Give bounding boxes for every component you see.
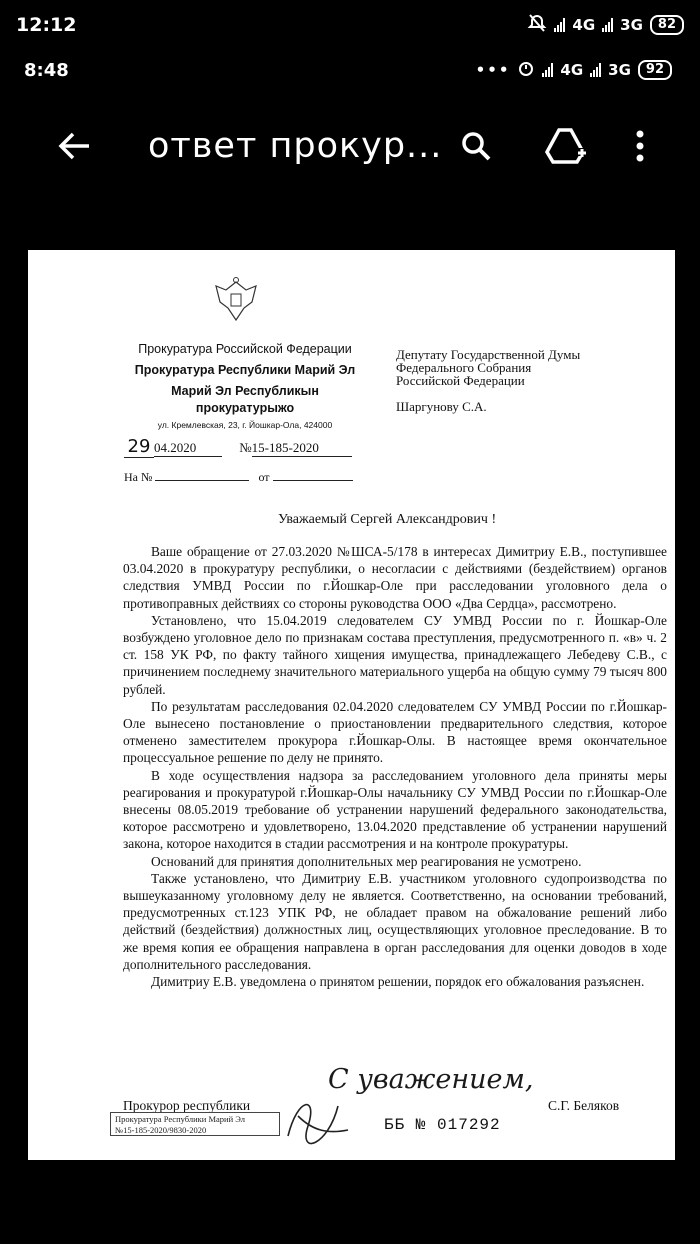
signal-icon xyxy=(554,18,565,32)
org-address: ул. Кремлевская, 23, г. Йошкар-Ола, 424000 xyxy=(157,420,333,430)
org-line-2: Прокуратура Республики Марий Эл xyxy=(134,363,356,377)
document-page xyxy=(28,250,675,1160)
salutation: Уважаемый Сергей Александрович ! xyxy=(278,512,497,527)
recipient-name: Шаргунову С.А. xyxy=(396,399,487,414)
status-time: 12:12 xyxy=(16,14,77,36)
alarm-clock-icon xyxy=(517,59,535,81)
reply-row xyxy=(124,470,353,485)
recipient-line-2: Федерального Собрания xyxy=(396,360,532,375)
paragraph-1: Ваше обращение от 27.03.2020 №ШСА-5/178 в интересах Димитриу Е.В., поступившее 03.04.2020 в прокуратуру республики, о несогласии с действиями (бездействием) органов следствия УМВД России по г.Йошкар-Оле при расследовании уголовного дела о противоправных действиях со стороны руководства ООО «Два Сердца», рассмотрено. xyxy=(123,544,667,611)
date-printed: 04.2020 xyxy=(154,440,222,457)
inner-network-1-label: 4G xyxy=(560,61,584,79)
network-1-label: 4G xyxy=(572,16,596,34)
recipient-line-1: Депутату Государственной Думы xyxy=(396,347,581,362)
inner-battery-indicator: 92 xyxy=(638,60,672,80)
signer-title: Прокурор республики xyxy=(123,1098,251,1113)
org-line-4: прокуратурыжо xyxy=(195,401,295,415)
paragraph-3: По результатам расследования 02.04.2020 следователем СУ УМВД России по г.Йошкар-Оле вынесено постановление о приостановлении предварительного следствия, которое отменено заместителем прокурора г.Йошкар-Олы. В настоящее время окончательное процессуальное решение по делу не принято. xyxy=(123,698,667,766)
date-row: 29 04.2020 №15-185-2020 xyxy=(124,436,352,458)
date-handwritten: 29 xyxy=(124,436,154,458)
alarm-off-icon xyxy=(527,13,547,37)
inner-status-time: 8:48 xyxy=(24,59,69,81)
more-options-button[interactable] xyxy=(620,118,660,174)
status-bar xyxy=(0,0,700,50)
signal-icon-2 xyxy=(602,18,613,32)
coat-of-arms-icon xyxy=(208,276,264,324)
search-icon xyxy=(460,130,492,162)
handwritten-note: С уважением, xyxy=(328,1064,534,1095)
signature-icon xyxy=(278,1086,358,1150)
inner-status-icons xyxy=(476,59,672,81)
signer-name: С.Г. Беляков xyxy=(548,1098,620,1113)
app-toolbar xyxy=(0,100,700,196)
back-button[interactable] xyxy=(46,118,102,174)
inner-signal-icon-2 xyxy=(590,63,601,77)
add-to-drive-button[interactable] xyxy=(538,118,594,174)
org-line-3: Марий Эл Республикын xyxy=(171,384,319,398)
search-button[interactable] xyxy=(448,118,504,174)
registration-stamp xyxy=(110,1112,280,1136)
paragraph-5: Оснований для принятия дополнительных мер реагирования не усмотрено. xyxy=(151,853,582,869)
doc-number: 15-185-2020 xyxy=(252,440,352,457)
stamp-line-2: №15-185-2020/9830-2020 xyxy=(115,1125,207,1135)
battery-indicator: 82 xyxy=(650,15,684,35)
reply-to-label: На № xyxy=(124,470,153,484)
recipient-line-3: Российской Федерации xyxy=(396,373,525,388)
org-line-1: Прокуратура Российской Федерации xyxy=(138,342,352,356)
inner-network-2-label: 3G xyxy=(608,61,631,79)
status-icons xyxy=(527,13,684,37)
network-2-label: 3G xyxy=(620,16,643,34)
more-vert-icon xyxy=(636,130,644,162)
reply-from-label: от xyxy=(258,470,270,484)
back-arrow-icon xyxy=(57,131,91,161)
paragraph-4: В ходе осуществления надзора за расследованием уголовного дела приняты меры реагирования и прокуратурой г.Йошкар-Олы начальнику СУ УМВД России по г.Йошкар-Оле внесены 08.05.2019 требование об устранении нарушений федерального законодательства, которое рассмотрено и удовлетворено, 13.04.2020 представление об устранении нарушений закона, которое находится в стадии рассмотрения и на контроле прокуратуры. xyxy=(123,767,667,852)
more-dots-icon: ••• xyxy=(475,61,511,79)
add-to-drive-icon xyxy=(545,128,587,164)
stamp-line-1: Прокуратура Республики Марий Эл xyxy=(115,1114,246,1124)
letter-body xyxy=(123,543,667,990)
document-title: ответ прокур... xyxy=(148,126,443,166)
serial-number: ББ № 017292 xyxy=(384,1116,501,1134)
inner-signal-icon xyxy=(542,63,553,77)
paragraph-2: Установлено, что 15.04.2019 следователем СУ УМВД России по г. Йошкар-Оле возбуждено уголовное дело по признакам состава преступления, предусмотренного п. «в» ч. 2 ст. 158 УК РФ, по факту тайного хищения имущества, принадлежащего Лебедеву С.В., с причинением последнему значительного материального ущерба на общую сумму 79 тысяч 800 рублей. xyxy=(123,612,667,697)
inner-status-bar xyxy=(0,48,700,92)
paragraph-6: Также установлено, что Димитриу Е.В. участником уголовного судопроизводства по вышеуказанному уголовному делу не является. Соответственно, на основании требований, предусмотренных ст.123 УПК РФ, не обладает правом на обжалование решений либо действий (бездействия) должностных лиц, осуществляющих уголовное преследование. В то же время копия ее обращения направлена в орган расследования для оценки доводов в ходе дополнительного расследования. xyxy=(123,870,667,972)
paragraph-7: Димитриу Е.В. уведомлена о принятом решении, порядок его обжалования разъяснен. xyxy=(151,974,645,990)
